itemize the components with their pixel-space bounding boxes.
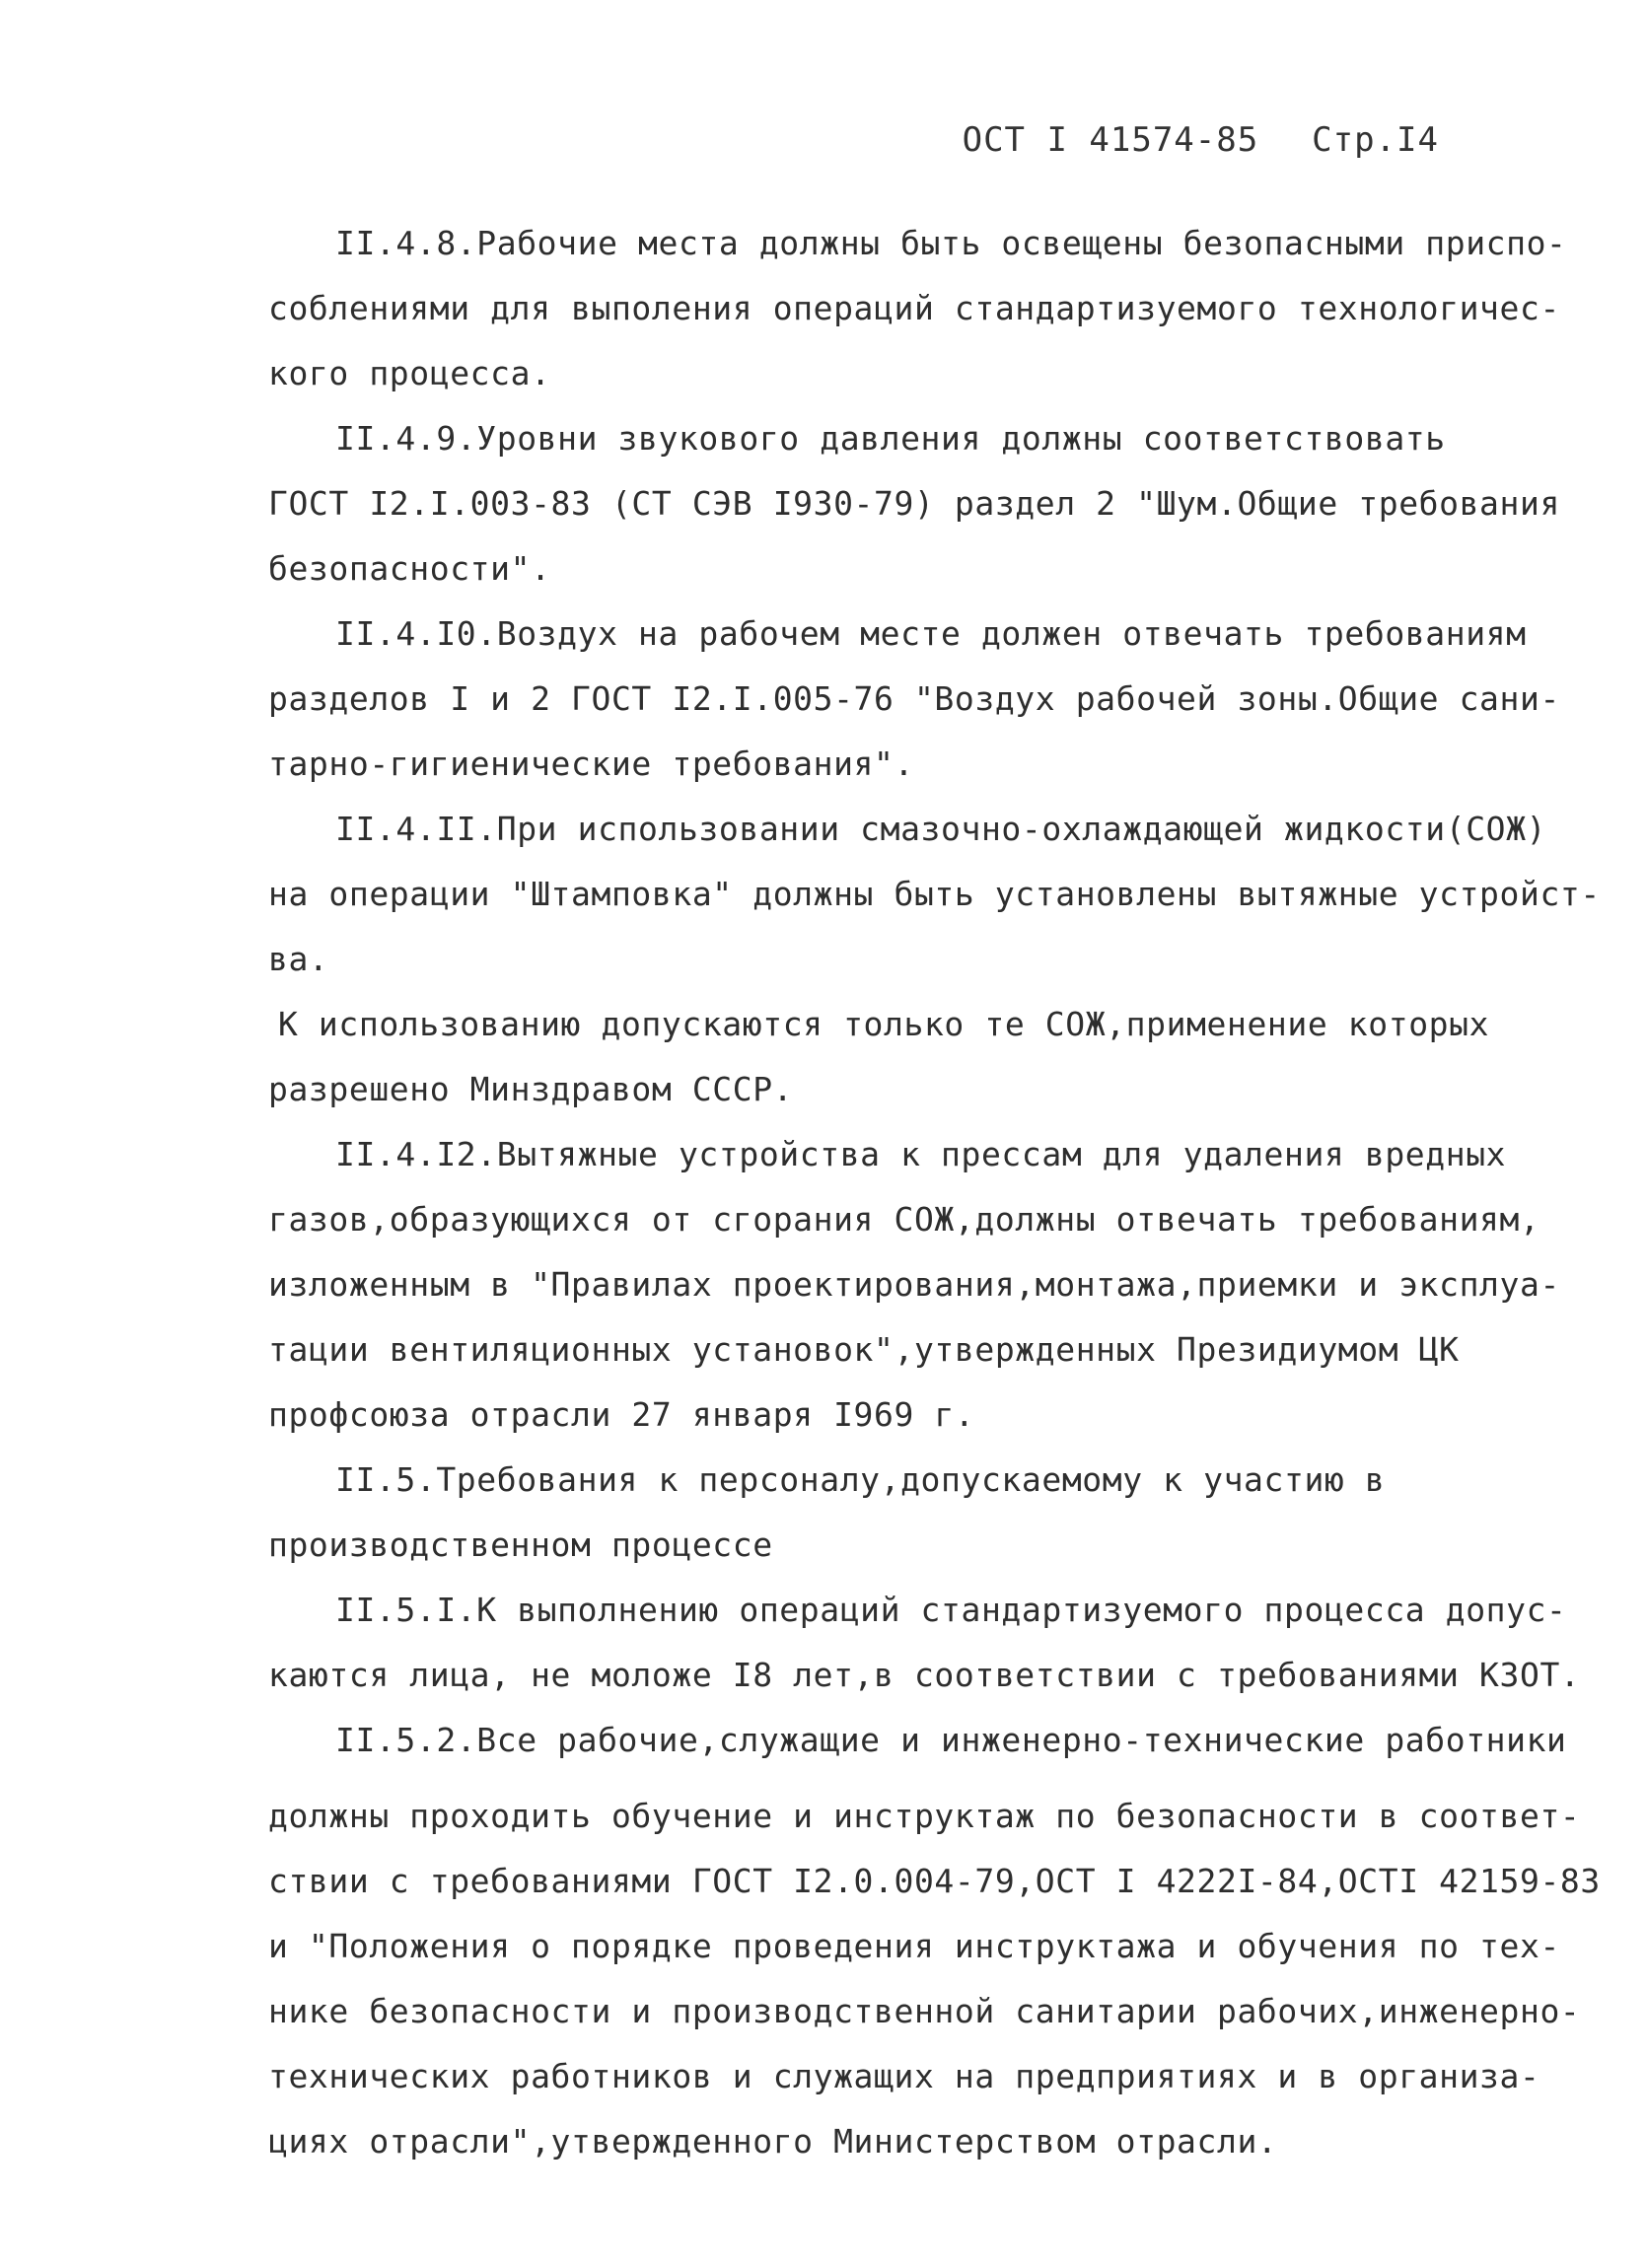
paragraph-line: изложенным в "Правилах проектирования,монтажа,приемки и эксплуа-: [268, 1265, 1560, 1304]
paragraph-line: ва.: [268, 940, 329, 978]
paragraph-line: II.5.I.К выполнению операций стандартизуемого процесса допус-: [335, 1591, 1567, 1629]
paragraph-line: нике безопасности и производственной санитарии рабочих,инженерно-: [268, 1992, 1581, 2030]
paragraph-line: каются лица, не моложе I8 лет,в соответствии с требованиями КЗОТ.: [268, 1656, 1581, 1694]
paragraph-line: на операции "Штамповка" должны быть установлены вытяжные устройст-: [268, 875, 1601, 913]
paragraph-line: должны проходить обучение и инструктаж по безопасности в соответ-: [268, 1797, 1581, 1835]
page-header: [963, 120, 1439, 160]
paragraph-line: соблениями для выполения операций стандартизуемого технологичес-: [268, 289, 1560, 327]
paragraph-line: II.4.I2.Вытяжные устройства к прессам для удаления вредных: [335, 1135, 1507, 1173]
paragraph-line: тарно-гигиенические требования".: [268, 744, 914, 783]
paragraph-line: К использованию допускаются только те СОЖ,применение которых: [278, 1005, 1490, 1043]
paragraph-line: безопасности".: [268, 549, 551, 588]
paragraph-line: профсоюза отрасли 27 января I969 г.: [268, 1395, 975, 1434]
paragraph-line: ствии с требованиями ГОСТ I2.0.004-79,ОСТ I 4222I-84,ОСТI 42159-83: [268, 1862, 1601, 1900]
section-heading-line: производственном процессе: [268, 1525, 773, 1564]
paragraph-line: газов,образующихся от сгорания СОЖ,должны отвечать требованиям,: [268, 1200, 1540, 1239]
paragraph-line: разрешено Минздравом СССР.: [268, 1070, 794, 1108]
paragraph-line: II.5.2.Все рабочие,служащие и инженерно-технические работники: [335, 1721, 1567, 1759]
doc-code: ОСТ I 41574-85: [962, 120, 1259, 160]
paragraph-line: разделов I и 2 ГОСТ I2.I.005-76 "Воздух рабочей зоны.Общие сани-: [268, 679, 1560, 718]
paragraph-line: II.4.I0.Воздух на рабочем месте должен отвечать требованиям: [335, 614, 1527, 653]
paragraph-line: кого процесса.: [268, 354, 551, 392]
paragraph-line: II.4.II.При использовании смазочно-охлаждающей жидкости(СОЖ): [335, 810, 1547, 848]
paragraph-line: циях отрасли",утвержденного Министерством отрасли.: [268, 2122, 1278, 2161]
paragraph-line: II.4.8.Рабочие места должны быть освещены безопасными приспо-: [335, 224, 1567, 262]
page-number: Стр.I4: [1312, 120, 1439, 160]
paragraph-line: технических работников и служащих на предприятиях и в организа-: [268, 2057, 1540, 2095]
section-heading-line: II.5.Требования к персоналу,допускаемому к участию в: [335, 1460, 1386, 1499]
paragraph-line: тации вентиляционных установок",утвержденных Президиумом ЦК: [268, 1330, 1460, 1369]
paragraph-line: и "Положения о порядке проведения инструктажа и обучения по тех-: [268, 1927, 1560, 1965]
paragraph-line: II.4.9.Уровни звукового давления должны соответствовать: [335, 419, 1446, 458]
paragraph-line: ГОСТ I2.I.003-83 (СТ СЭВ I930-79) раздел 2 "Шум.Общие требования: [268, 484, 1560, 523]
